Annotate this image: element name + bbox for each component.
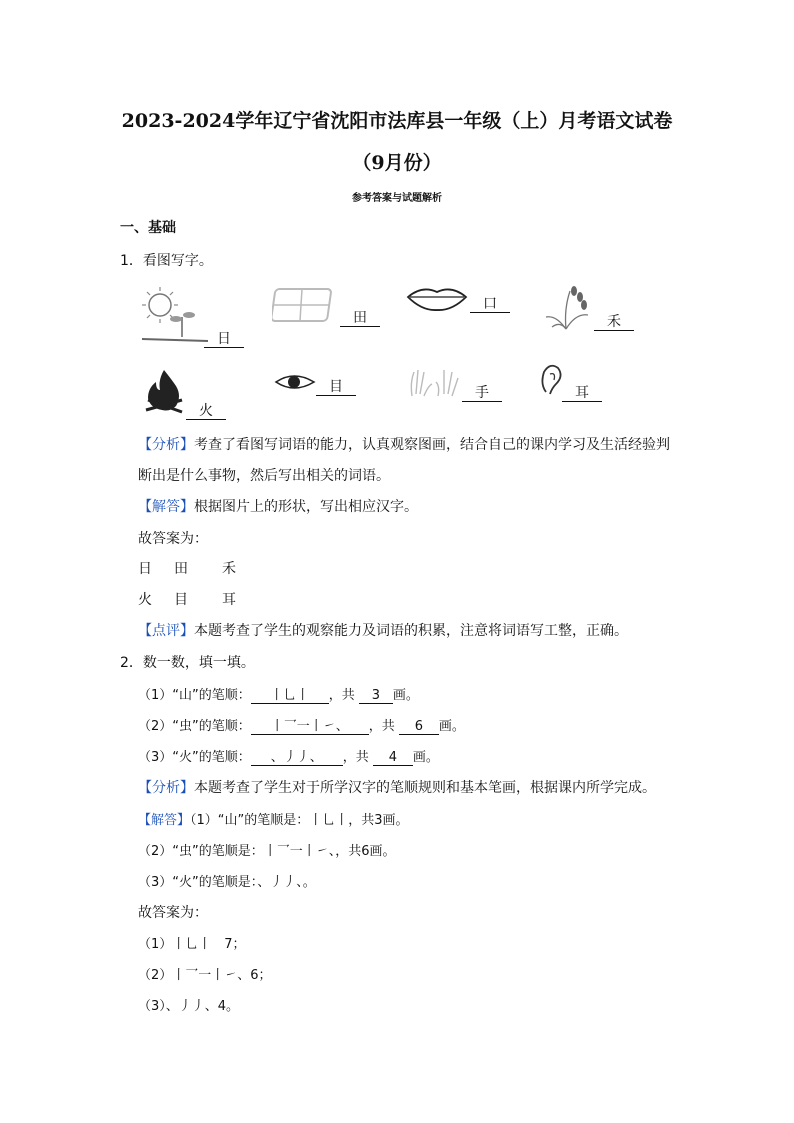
item-suffix: 画。 [438, 719, 465, 734]
final-char: 火 [138, 592, 152, 608]
answer-blank-3: 口 [470, 296, 510, 313]
section-heading: 一、基础 [120, 220, 176, 236]
comment-text: 本题考查了学生的观察能力及词语的积累，注意将词语写工整，正确。 [194, 623, 628, 639]
q1-final-row-2 [138, 589, 236, 609]
q2-final-1: （1）丨乚丨 7； [138, 937, 246, 952]
page-title-line2: （9月份） [352, 152, 442, 174]
mouth-picture [404, 283, 470, 313]
rice-plant-picture [538, 281, 596, 331]
page-title: 2023-2024学年辽宁省沈阳市法库县一年级（上）月考语文试卷 [121, 110, 673, 132]
answer-blank-4: 禾 [594, 314, 634, 331]
item-mid: ，共 [328, 688, 355, 703]
strokes-blank: 、丿丿、 [251, 746, 343, 766]
final-char: 耳 [222, 592, 236, 608]
item-mid: ，共 [342, 750, 369, 765]
field-picture [272, 285, 338, 325]
q2-item-1 [138, 684, 419, 704]
page-subtitle: 参考答案与试题解析 [352, 193, 442, 204]
answer-blank-5: 火 [186, 403, 226, 420]
q1-solution [138, 496, 418, 516]
sun-sprout-picture [140, 285, 210, 345]
question-1-stem: 1．看图写字。 [120, 253, 213, 269]
answer-blank-8: 耳 [562, 385, 602, 402]
fire-picture [142, 366, 186, 414]
q1-analysis [138, 434, 670, 454]
analysis-tag: 【分析】 [138, 437, 194, 453]
strokes-blank: 丨乛一丨㇀、 [251, 715, 369, 735]
analysis-text: 考查了看图写词语的能力，认真观察图画，结合自己的课内学习及生活经验判 [194, 437, 670, 453]
count-blank: 6 [399, 719, 439, 735]
q2-solution-1 [138, 809, 409, 828]
item-prefix: （1）“山”的笔顺： [138, 688, 251, 703]
analysis-tag: 【分析】 [138, 780, 194, 796]
solution-text: 根据图片上的形状，写出相应汉字。 [194, 499, 418, 515]
answer-blank-6: 目 [316, 379, 356, 396]
hands-picture [406, 364, 462, 400]
analysis-text: 本题考查了学生对于所学汉字的笔顺规则和基本笔画，根据课内所学完成。 [194, 780, 656, 796]
item-prefix: （2）“虫”的笔顺： [138, 719, 251, 734]
q2-final-3: （3）、丿丿、4。 [138, 999, 240, 1014]
q2-solution-2: （2）“虫”的笔顺是：丨乛一丨㇀、，共6画。 [138, 844, 396, 859]
q2-solution-3: （3）“火”的笔顺是：、丿丿、。 [138, 875, 316, 890]
comment-tag: 【点评】 [138, 623, 194, 639]
answer-blank-1: 日 [204, 331, 244, 348]
final-char: 日 [138, 561, 152, 577]
solution-text: （1）“山”的笔顺是：丨乚丨，共3画。 [190, 813, 409, 828]
q1-comment [138, 620, 628, 640]
q1-final-row-1 [138, 558, 236, 578]
solution-tag: 【解答】 [138, 499, 194, 515]
answer-blank-2: 田 [340, 310, 380, 327]
count-blank: 4 [373, 750, 413, 766]
final-char: 目 [174, 592, 188, 608]
strokes-blank: 丨乚丨 [251, 684, 329, 704]
solution-tag: 【解答】 [138, 813, 191, 828]
item-prefix: （3）“火”的笔顺： [138, 750, 251, 765]
final-char: 田 [174, 561, 188, 577]
item-mid: ，共 [368, 719, 395, 734]
q2-final-label: 故答案为： [138, 905, 208, 921]
q2-final-2: （2）丨乛一丨㇀、6； [138, 968, 272, 983]
q1-analysis-cont: 断出是什么事物，然后写出相关的词语。 [138, 468, 390, 484]
q2-item-3 [138, 746, 439, 766]
q1-final-label: 故答案为： [138, 531, 208, 547]
item-suffix: 画。 [412, 750, 439, 765]
eye-picture [274, 370, 316, 394]
answer-blank-7: 手 [462, 385, 502, 402]
item-suffix: 画。 [392, 688, 419, 703]
count-blank: 3 [359, 688, 393, 704]
q2-item-2 [138, 715, 465, 735]
ear-picture [538, 362, 564, 396]
final-char: 禾 [222, 561, 236, 577]
question-2-stem: 2．数一数，填一填。 [120, 655, 255, 671]
q2-analysis [138, 777, 656, 797]
